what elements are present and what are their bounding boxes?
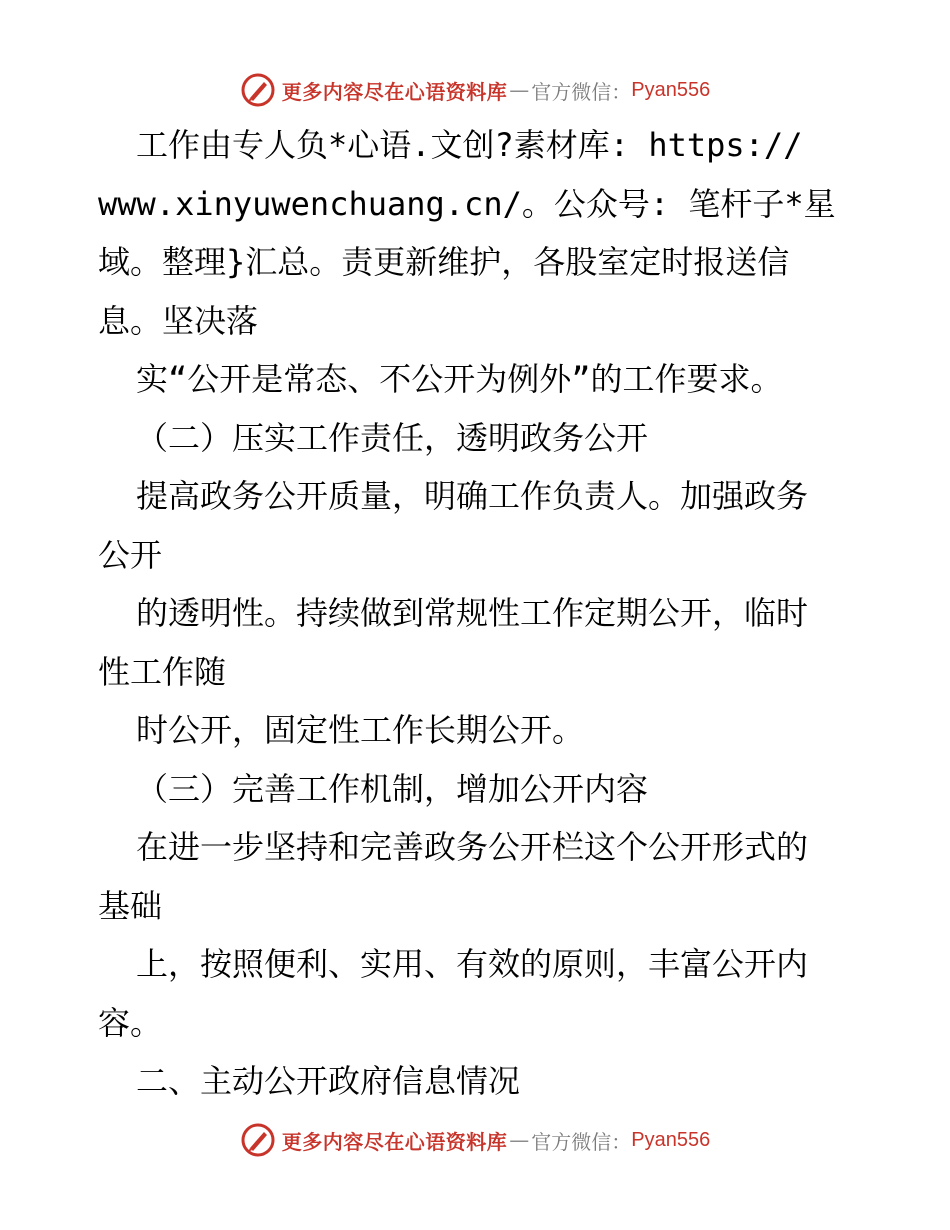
pen-logo-icon (240, 1122, 276, 1158)
text-line: www.xinyuwenchuang.cn/。公众号: 笔杆子*星 (98, 184, 836, 223)
section-heading: （二）压实工作责任，透明政务公开 (136, 418, 649, 457)
watermark-brand-id: Pyan556 (631, 1128, 711, 1151)
watermark-gray-text: 官方微信： (531, 79, 632, 104)
text-line: 时公开，固定性工作长期公开。 (136, 711, 585, 749)
text-line: 上，按照便利、实用、有效的原则，丰富公开内 (136, 945, 809, 983)
section-heading: 二、主动公开政府信息情况 (136, 1062, 521, 1100)
text-line: 容。 (98, 1003, 163, 1042)
text-line: 息。坚决落 (98, 301, 259, 340)
watermark-dash: — (509, 78, 530, 102)
watermark-dash: — (509, 1128, 530, 1152)
header-watermark (0, 70, 950, 110)
watermark-brand-id: Pyan556 (631, 78, 711, 101)
text-line: 公开 (98, 535, 163, 574)
text-line: 实“公开是常态、不公开为例外”的工作要求。 (136, 360, 783, 398)
watermark-red-text: 更多内容尽在心语资料库 (281, 79, 508, 104)
text-line: 域。整理}汇总。责更新维护，各股室定时报送信 (98, 243, 790, 281)
text-line: 的透明性。持续做到常规性工作定期公开，临时 (136, 594, 809, 632)
text-line: 提高政务公开质量，明确工作负责人。加强政务 (136, 477, 809, 515)
watermark-gray-text: 官方微信： (531, 1129, 632, 1154)
pen-logo-icon (240, 72, 276, 108)
text-line: 基础 (98, 886, 163, 925)
footer-watermark (0, 1120, 950, 1160)
text-line: 工作由专人负*心语.文创?素材库: https:// (136, 126, 803, 164)
section-heading: （三）完善工作机制，增加公开内容 (136, 769, 649, 808)
watermark-red-text: 更多内容尽在心语资料库 (281, 1129, 508, 1154)
text-line: 性工作随 (98, 652, 227, 691)
document-body (98, 116, 858, 1111)
text-line: 在进一步坚持和完善政务公开栏这个公开形式的 (136, 828, 809, 866)
